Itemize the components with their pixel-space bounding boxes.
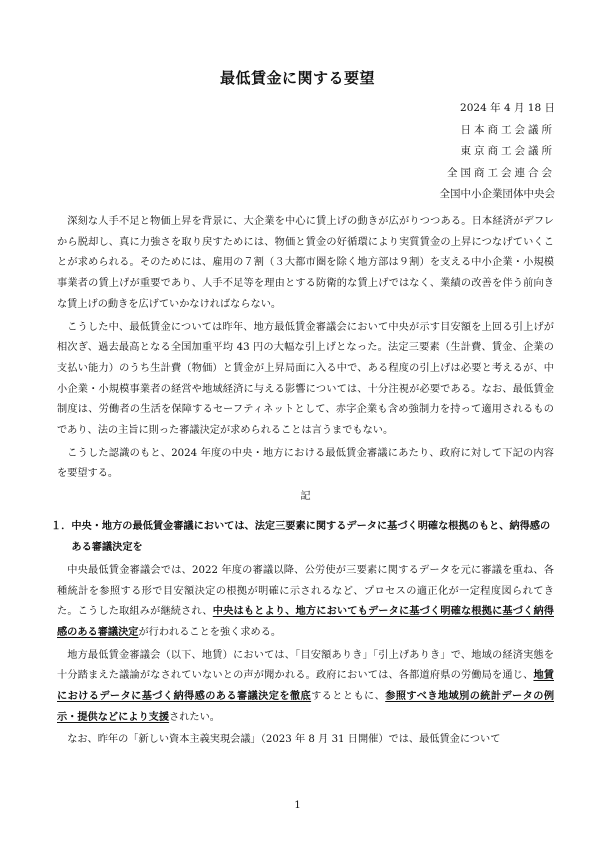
paragraph-5-text-c: するとともに、 [311,691,386,703]
paragraph-5-emphasis-1: 地賃におけるデータに基づく納得感のある審議決定を徹底 [57,670,554,703]
org-3: 全国商工会連合会 [447,166,555,179]
paragraph-5 [57,646,554,729]
document-date: 2024 年 4 月 18 日 [460,102,555,114]
org-1: 日本商工会議所 [460,123,555,136]
page-number: 1 [294,800,301,811]
section-heading-1: １．中央・地方の最低賃金審議においては、法定三要素に関するデータに基づく明確な根拠のもと、納得感のある審議決定を [51,520,551,553]
document-meta [440,98,556,206]
paragraph-1: 深刻な人手不足と物価上昇を背景に、大企業を中心に賃上げの動きが広がりつつある。日本経済がデフレから脱却し、真に力強さを取り戻すためには、物価と賃金の好循環により実質賃金の上昇につなげていくことが求められる。そのためには、雇用の７割（３大都市圏を除く地方部は９割）を支える中小企業・小規模事業者の賃上げが重要であり、人手不足等を理由とする防衛的な賃上げではなく、業績の改善を伴う前向きな賃上げの動きを広げていかなければならない。 [57,216,554,310]
org-4: 全国中小企業団体中央会 [439,188,555,200]
paragraph-4-emphasis: 中央はもとより、地方においてもデータに基づく明確な根拠に基づく納得感のある審議決定 [57,606,554,638]
paragraph-4 [57,561,554,644]
ki-marker: 記 [300,491,311,503]
paragraph-4-text-a: 中央最低賃金審議会では、2022 年度の審議以降、公労使が三要素に関するデータを元に審議を重ね、各種統計を参照する形で目安額決定の根拠が明確に示されるなど、プロセスの適正化が一定程度図られてきた。こうした取組みが継続され、 [57,564,554,618]
paragraph-6: なお、昨年の「新しい資本主義実現会議」（2023 年 8 月 31 日開催）では、最低賃金について [67,734,501,746]
org-2: 東京商工会議所 [460,145,555,157]
paragraph-5-text-e: されたい。 [169,711,220,723]
paragraph-3: こうした認識のもと、2024 年度の中央・地方における最低賃金審議にあたり、政府に対して下記の内容を要望する。 [57,447,554,480]
paragraph-5-emphasis-2: 参照すべき地域別の統計データの例示・提供などにより支援 [57,691,555,723]
paragraph-2: こうした中、最低賃金については昨年、地方最低賃金審議会において中央が示す目安額を上回る引上げが相次ぎ、過去最高となる全国加重平均 43 円の大幅な引上げとなった。法定三要素（生計費、賃金、企業の支払い能力）のうち生計費（物価）と賃金が上昇局面に入る中で、ある程度の引上げは必要と考えるが、中小企業・小規模事業者の経営や地域経済に与える影響については、十分注視が必要である。なお、最低賃金制度は、労働者の生活を保障するセーフティネットとして、赤字企業も含め強制力を持って適用されるものであり、法の主旨に則った審議決定が求められることは言うまでもない。 [57,321,554,437]
paragraph-5-text-a: 地方最低賃金審議会（以下、地賃）においては、「目安額ありき」「引上げありき」で、地域の経済実態を十分踏まえた議論がなされていないとの声が聞かれる。政府においては、各都道府県の労働局を通じ、 [57,649,554,682]
document-title: 最低賃金に関する要望 [219,69,375,87]
document-body [51,212,555,751]
paragraph-4-text-c: が行われることを強く求める。 [138,626,282,638]
